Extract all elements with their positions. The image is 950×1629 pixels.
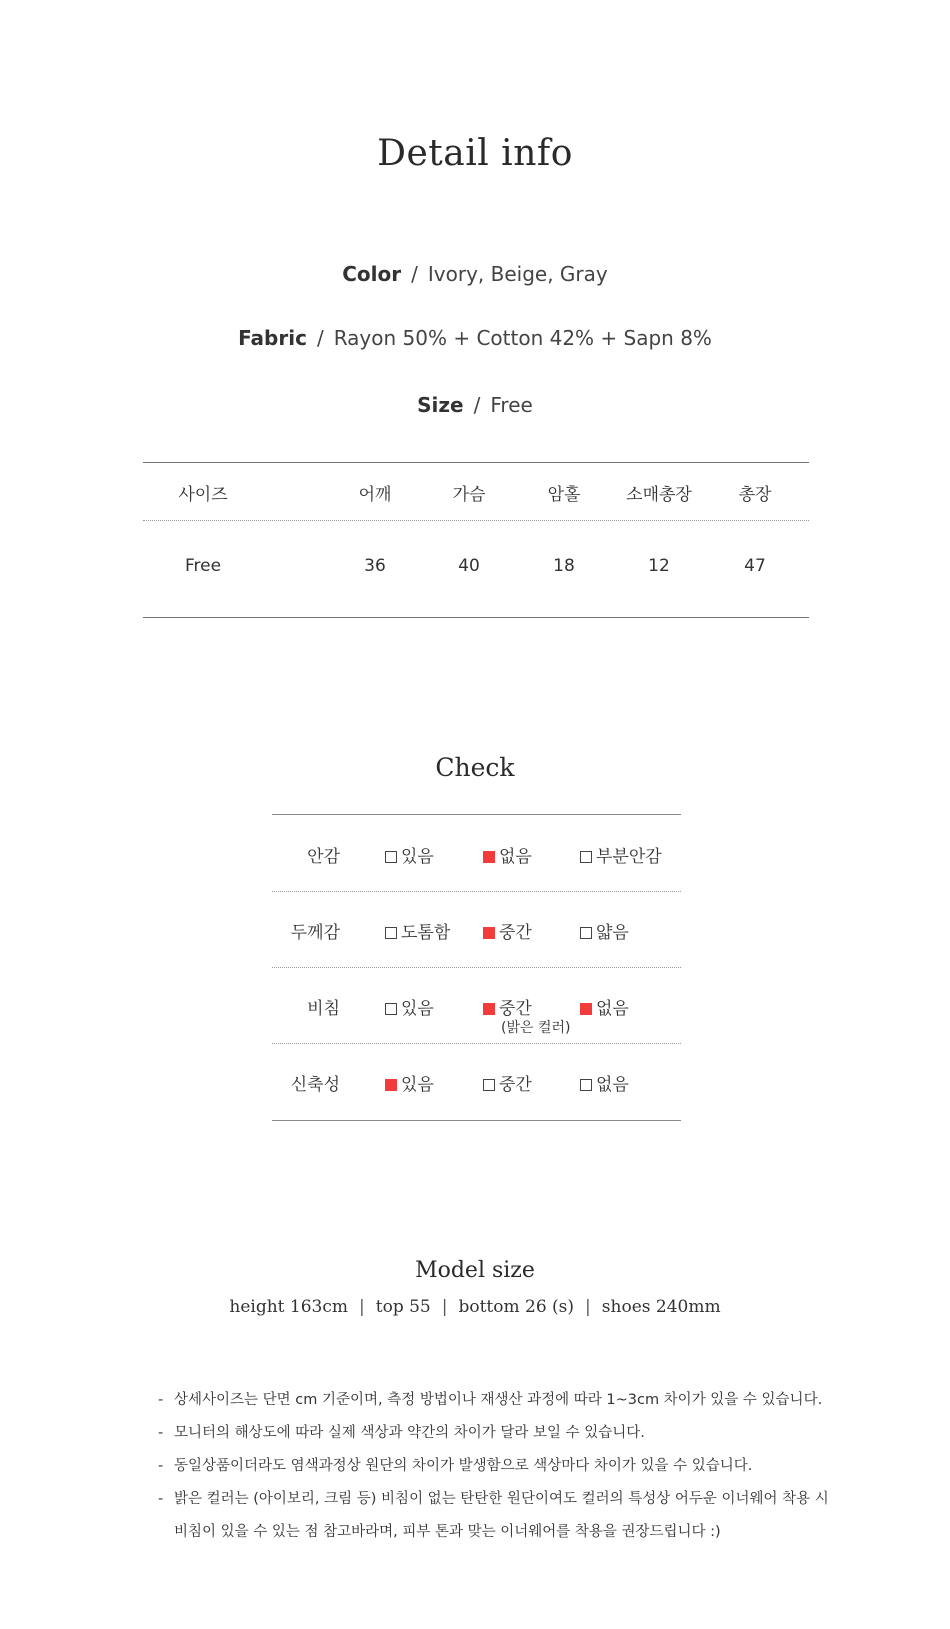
model-size-line: [0, 1297, 950, 1317]
checkbox-checked-icon: [385, 1079, 397, 1091]
header-chest: 가슴: [452, 485, 486, 505]
option-text: 부분안감: [596, 847, 662, 867]
checkbox-empty-icon: [580, 927, 592, 939]
option-text: 있음: [401, 847, 434, 867]
header-armhole: 암홀: [547, 485, 581, 505]
color-separator: /: [411, 262, 418, 286]
checkbox-checked-icon: [483, 1003, 495, 1015]
note-dash: -: [158, 1392, 164, 1408]
header-sleeve-length: 소매총장: [626, 485, 692, 505]
checkbox-empty-icon: [580, 851, 592, 863]
model-height: height 163cm: [229, 1297, 349, 1317]
lining-option-partial: [580, 842, 662, 867]
check-row-lining: [272, 815, 681, 892]
checkbox-checked-icon: [483, 851, 495, 863]
option-text: 없음: [596, 999, 629, 1019]
stretch-option-no: [580, 1070, 629, 1095]
pipe-separator: |: [359, 1297, 365, 1317]
list-item-continuation: [158, 1516, 878, 1549]
color-label: Color: [342, 262, 402, 286]
check-title: Check: [435, 753, 515, 782]
sheerness-option-no: [580, 994, 629, 1019]
checkbox-checked-icon: [580, 1003, 592, 1015]
check-table: [272, 814, 681, 1121]
option-text: 중간: [499, 923, 532, 943]
note-text: 비침이 있을 수 있는 점 참고바라며, 피부 톤과 맞는 이너웨어를 착용을 권장드립니다 :): [174, 1524, 721, 1540]
cell-size: Free: [184, 556, 222, 576]
list-item: [158, 1384, 878, 1417]
fabric-value: Rayon 50% + Cotton 42% + Sapn 8%: [333, 326, 712, 350]
fabric-separator: /: [316, 326, 324, 350]
checkbox-empty-icon: [483, 1079, 495, 1091]
table-row: [143, 521, 809, 616]
model-top: top 55: [375, 1297, 431, 1317]
check-label-sheerness: 비침: [307, 999, 340, 1019]
pipe-separator: |: [441, 1297, 448, 1317]
option-text: 없음: [596, 1075, 629, 1095]
lining-option-yes: [385, 842, 434, 867]
thickness-option-medium: [483, 918, 532, 943]
check-label-lining: 안감: [307, 847, 340, 867]
check-label-stretch: 신축성: [290, 1075, 340, 1095]
detail-info-title: Detail info: [377, 133, 573, 174]
lining-option-no: [483, 842, 532, 867]
note-text: 모니터의 해상도에 따라 실제 색상과 약간의 차이가 달라 보일 수 있습니다.: [174, 1425, 645, 1441]
header-shoulder: 어깨: [358, 485, 392, 505]
list-item: [158, 1483, 878, 1516]
note-dash: -: [158, 1425, 164, 1441]
sheerness-medium-note: (밝은 컬러): [501, 1020, 571, 1036]
check-row-thickness: [272, 891, 681, 968]
check-row-sheerness: [272, 967, 681, 1044]
model-size-title: Model size: [415, 1258, 535, 1283]
sheerness-option-yes: [385, 994, 434, 1019]
option-text: 있음: [401, 1075, 434, 1095]
note-text: 밝은 컬러는 (아이보리, 크림 등) 비침이 없는 탄탄한 원단이여도 컬러의 특성상 어두운 이너웨어 착용 시: [174, 1491, 829, 1507]
size-label: Size: [417, 393, 464, 417]
size-value: Free: [490, 393, 533, 417]
list-item: [158, 1417, 878, 1450]
note-text: 동일상품이더라도 염색과정상 원단의 차이가 발생함으로 색상마다 차이가 있을 수 있습니다.: [174, 1458, 753, 1474]
pipe-separator: |: [585, 1297, 591, 1317]
option-text: 중간: [499, 999, 532, 1019]
checkbox-empty-icon: [385, 927, 397, 939]
checkbox-empty-icon: [385, 851, 397, 863]
fabric-label: Fabric: [238, 326, 307, 350]
notes-list: [158, 1384, 878, 1549]
fabric-line: [0, 326, 950, 350]
cell-chest: 40: [458, 556, 480, 576]
stretch-option-medium: [483, 1070, 532, 1095]
note-dash: -: [158, 1491, 164, 1507]
option-text: 없음: [499, 847, 532, 867]
option-text: 도톰함: [401, 923, 451, 943]
option-text: 중간: [499, 1075, 532, 1095]
note-text: 상세사이즈는 단면 cm 기준이며, 측정 방법이나 재생산 과정에 따라 1~3cm 차이가 있을 수 있습니다.: [174, 1392, 823, 1408]
option-text: 얇음: [596, 923, 629, 943]
model-bottom: bottom 26 (s): [458, 1297, 575, 1317]
color-value: Ivory, Beige, Gray: [427, 262, 608, 286]
sheerness-option-medium: [483, 994, 532, 1019]
check-row-stretch: [272, 1043, 681, 1119]
checkbox-checked-icon: [483, 927, 495, 939]
size-line: [0, 393, 950, 417]
note-dash: -: [158, 1458, 164, 1474]
checkbox-empty-icon: [580, 1079, 592, 1091]
cell-shoulder: 36: [364, 556, 386, 576]
header-total-length: 총장: [738, 485, 772, 505]
thickness-option-thin: [580, 918, 629, 943]
cell-sleeve-length: 12: [648, 556, 670, 576]
model-shoes: shoes 240mm: [601, 1297, 721, 1317]
option-text: 있음: [401, 999, 434, 1019]
color-line: [0, 262, 950, 286]
cell-armhole: 18: [553, 556, 575, 576]
thickness-option-thick: [385, 918, 450, 943]
size-table-header: [143, 463, 809, 521]
size-table: [143, 462, 809, 618]
stretch-option-yes: [385, 1070, 434, 1095]
list-item: [158, 1450, 878, 1483]
header-size: 사이즈: [178, 485, 228, 505]
size-separator: /: [473, 393, 481, 417]
checkbox-empty-icon: [385, 1003, 397, 1015]
cell-total-length: 47: [744, 556, 766, 576]
check-label-thickness: 두께감: [290, 923, 340, 943]
